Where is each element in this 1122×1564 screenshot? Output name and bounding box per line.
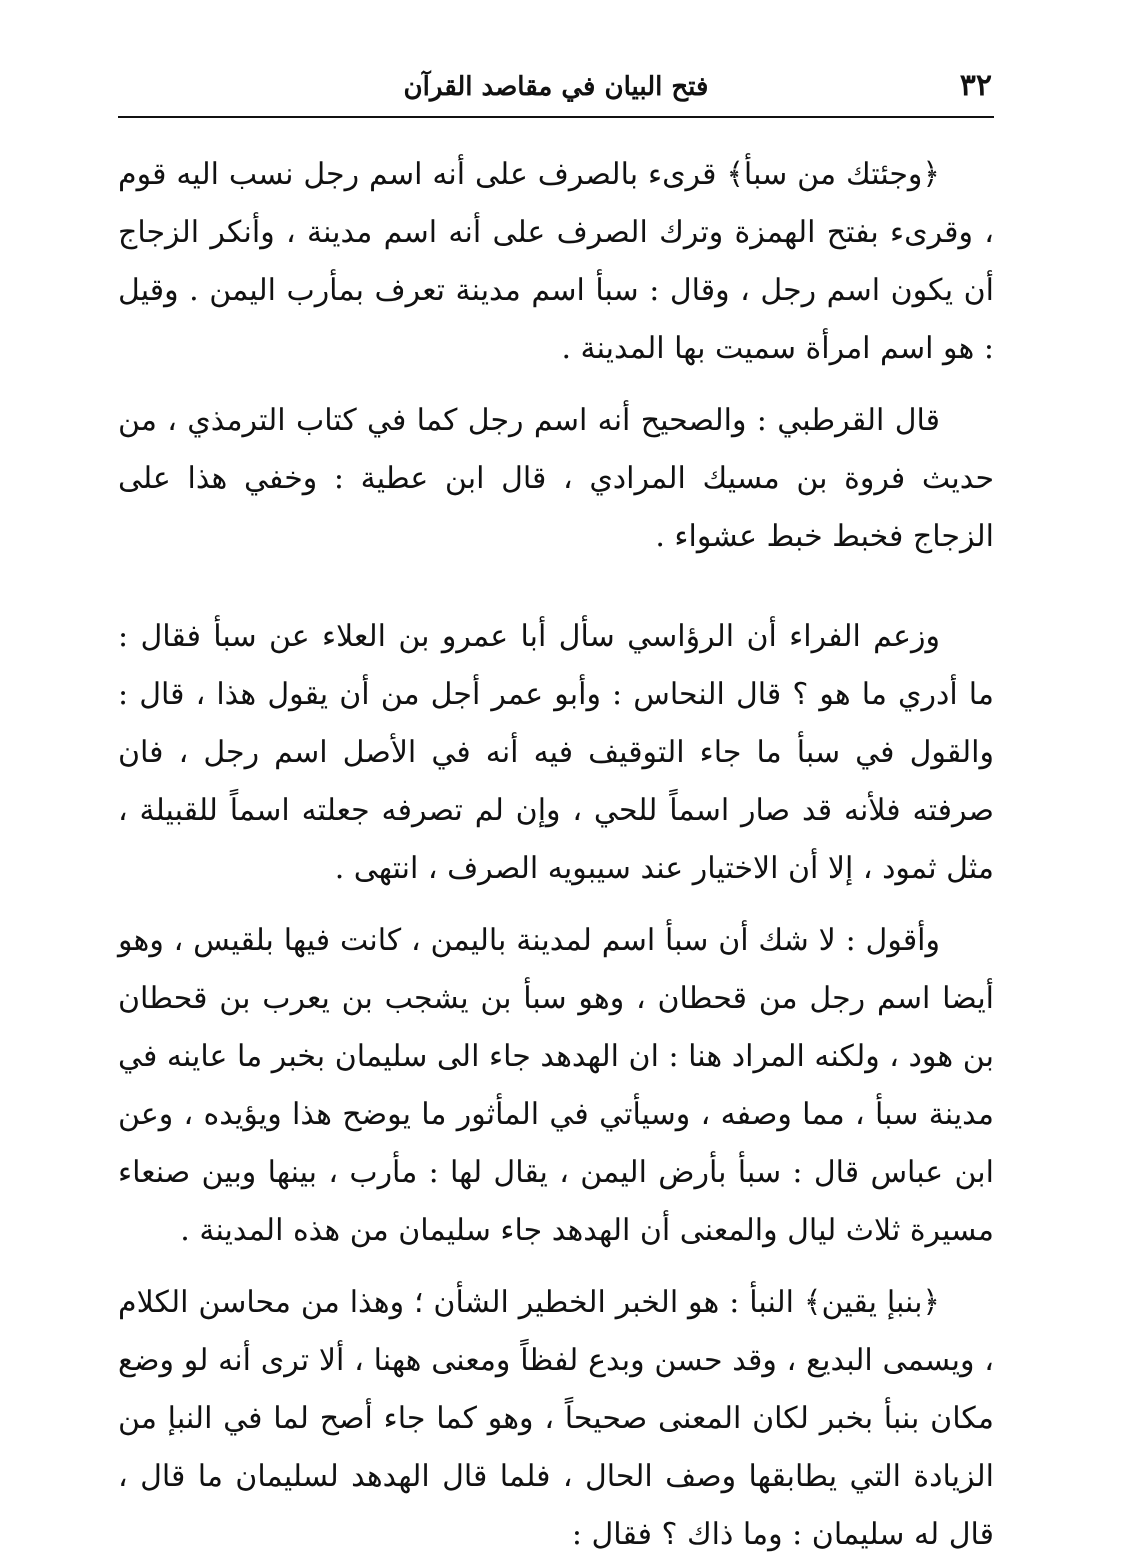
paragraph-farra: وزعم الفراء أن الرؤاسي سأل أبا عمرو بن العلاء عن سبأ فقال : ما أدري ما هو ؟ قال النحاس : وأبو عمر أجل من أن يقول هذا ، قال : والقول في سبأ ما جاء التوقيف فيه أنه في الأصل اسم رجل ، فان صرفته فلأنه قد صار اسماً للحي ، وإن لم تصرفه جعلته اسماً للقبيلة ، مثل ثمود ، إلا أن الاختيار عند سيبويه الصرف ، انتهى . — [118, 619, 994, 886]
page-body — [118, 146, 994, 1564]
paragraph-author-opinion: وأقول : لا شك أن سبأ اسم لمدينة باليمن ، كانت فيها بلقيس ، وهو أيضا اسم رجل من قحطان ، وهو سبأ بن يشجب بن يعرب بن قحطان بن هود ، ولكنه المراد هنا : ان الهدهد جاء الى سليمان بخبر ما عاينه في مدينة سبأ ، مما وصفه ، وسيأتي في المأثور ما يوضح هذا ويؤيده ، وعن ابن عباس قال : سبأ بأرض اليمن ، يقال لها : مأرب ، بينها وبين صنعاء مسيرة ثلاث ليال والمعنى أن الهدهد جاء سليمان من هذه المدينة . — [118, 923, 994, 1248]
paragraph-qurtubi: قال القرطبي : والصحيح أنه اسم رجل كما في كتاب الترمذي ، من حديث فروة بن مسيك المرادي ، قال ابن عطية : وخفي هذا على الزجاج فخبط خبط عشواء . — [118, 403, 994, 554]
book-title: فتح البيان في مقاصد القرآن — [403, 72, 709, 102]
running-header — [118, 60, 994, 118]
paragraph-saba-reading: ﴿وجئتك من سبأ﴾ قرىء بالصرف على أنه اسم رجل نسب اليه قوم ، وقرىء بفتح الهمزة وترك الصرف على أنه اسم مدينة ، وأنكر الزجاج أن يكون اسم رجل ، وقال : سبأ اسم مدينة تعرف بمأرب اليمن . وقيل : هو اسم امرأة سميت بها المدينة . — [118, 157, 994, 366]
book-page — [118, 60, 994, 1564]
paragraph-naba-yaqin: ﴿بنبإ يقين﴾ النبأ : هو الخبر الخطير الشأن ؛ وهذا من محاسن الكلام ، ويسمى البديع ، وقد حسن وبدع لفظاً ومعنى ههنا ، ألا ترى أنه لو وضع مكان بنبأ بخبر لكان المعنى صحيحاً ، وهو كما جاء أصح لما في النبإ من الزيادة التي يطابقها وصف الحال ، فلما قال الهدهد لسليمان ما قال ، قال له سليمان : وما ذاك ؟ فقال : — [118, 1285, 994, 1552]
page-number: ٣٢ — [959, 68, 992, 103]
